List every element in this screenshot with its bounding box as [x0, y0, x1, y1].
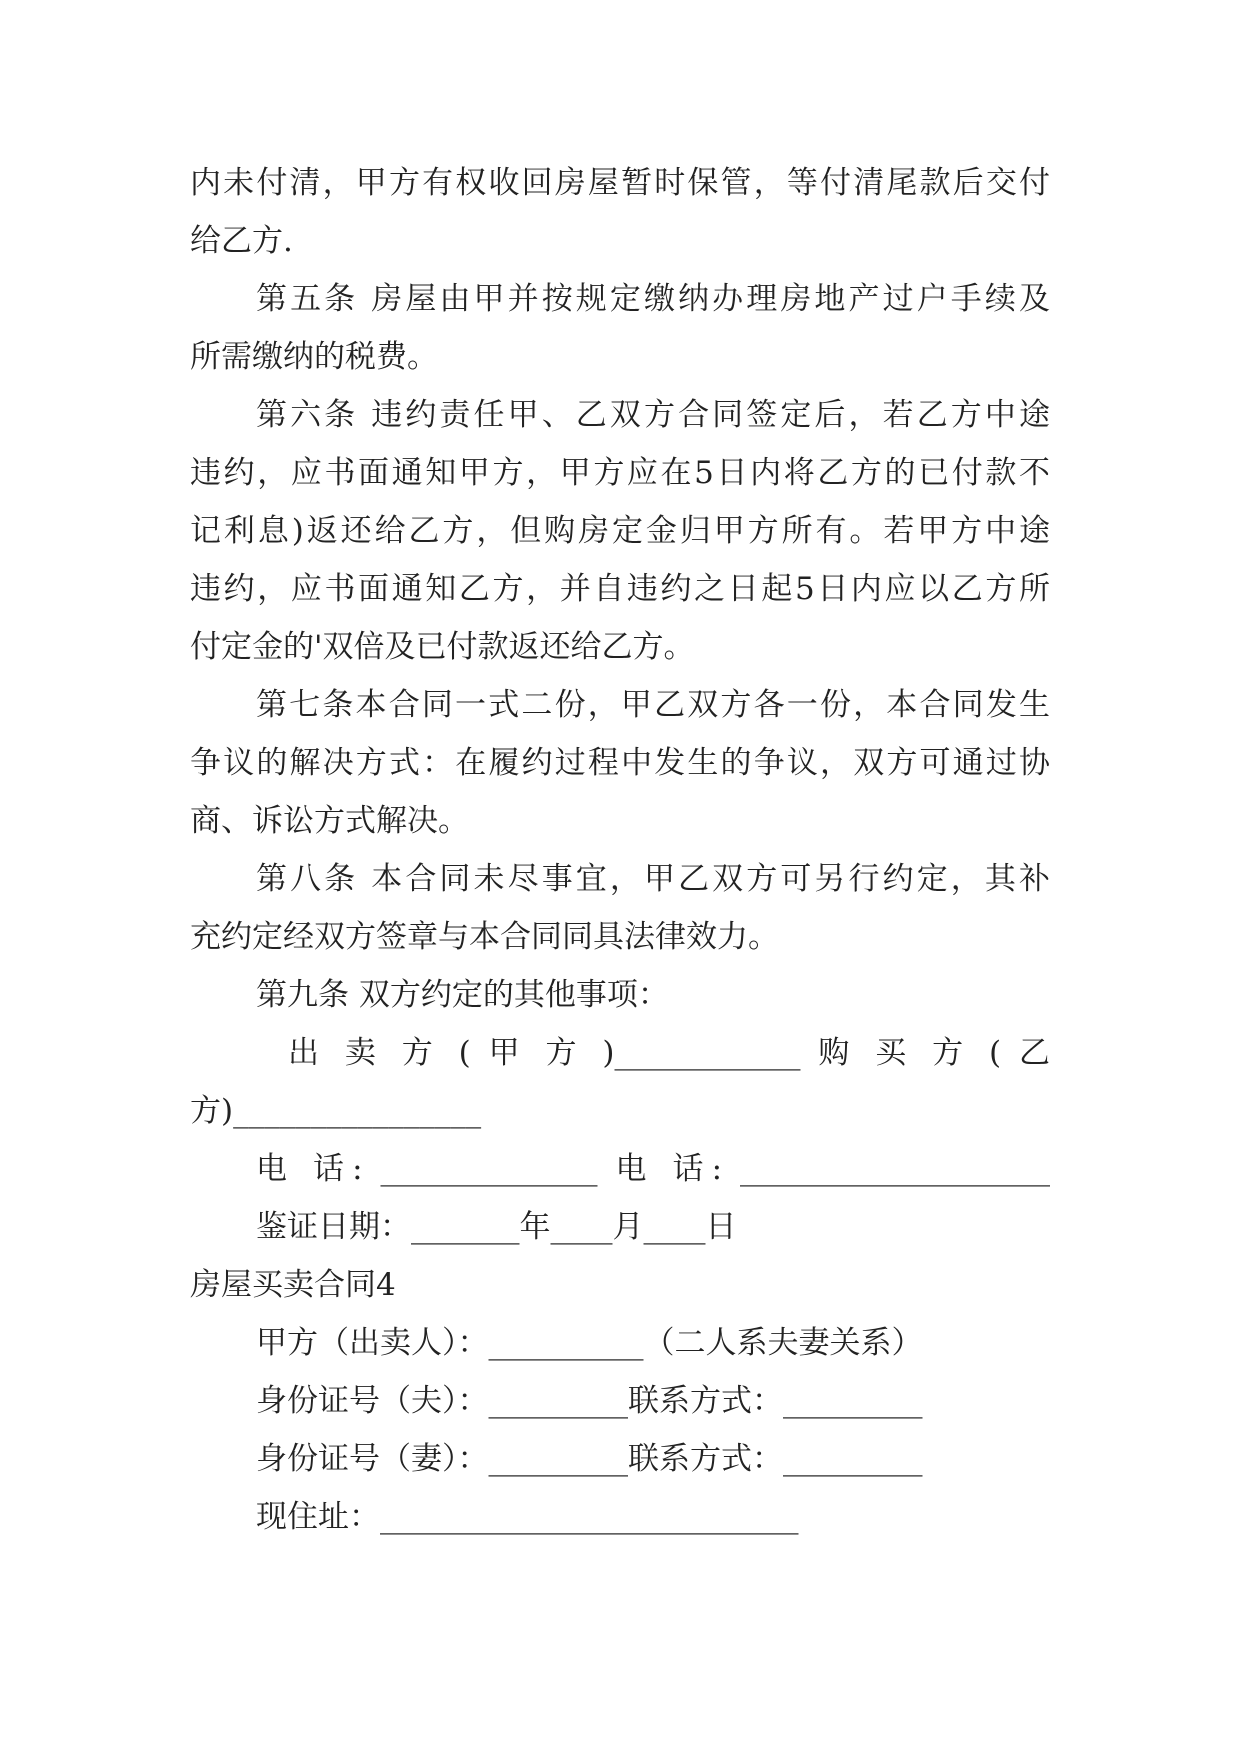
- text-line: 第九条 双方约定的其他事项：: [256, 977, 669, 1013]
- signature-line: 出 卖 方 ( 甲 方 )____________ 购 买 方 ( 乙: [288, 1035, 1050, 1071]
- text-line: 第五条 房屋由甲并按规定缴纳办理房地产过户手续及: [256, 281, 1050, 317]
- signature-line: 方)________________: [190, 1093, 482, 1129]
- text-line: 违约，应书面通知乙方，并自违约之日起5日内应以乙方所: [190, 571, 1050, 607]
- text-line: 所需缴纳的税费。: [190, 339, 438, 375]
- text-line: 给乙方.: [190, 223, 293, 259]
- text-line: 充约定经双方签章与本合同同具法律效力。: [190, 919, 779, 955]
- text-line: 第七条本合同一式二份，甲乙双方各一份，本合同发生: [256, 687, 1050, 723]
- text-line: 争议的解决方式：在履约过程中发生的争议，双方可通过协: [190, 745, 1050, 781]
- section-title: 房屋买卖合同4: [190, 1267, 396, 1303]
- text-line: 第六条 违约责任甲、乙双方合同签定后，若乙方中途: [256, 397, 1050, 433]
- party-a-line: 甲方（出卖人）：__________（二人系夫妻关系）: [256, 1325, 923, 1361]
- address-line: 现住址：___________________________: [256, 1499, 799, 1535]
- text-line: 内未付清，甲方有权收回房屋暂时保管，等付清尾款后交付: [190, 165, 1050, 201]
- id-wife-line: 身份证号（妻）：_________联系方式：_________: [256, 1441, 923, 1477]
- id-husband-line: 身份证号（夫）：_________联系方式：_________: [256, 1383, 923, 1419]
- text-line: 第八条 本合同未尽事宜，甲乙双方可另行约定，其补: [256, 861, 1050, 897]
- text-line: 付定金的'双倍及已付款返还给乙方。: [190, 629, 695, 665]
- text-line: 违约，应书面通知甲方，甲方应在5日内将乙方的已付款不: [190, 455, 1050, 491]
- text-line: 商、诉讼方式解决。: [190, 803, 469, 839]
- text-line: 记利息)返还给乙方，但购房定金归甲方所有。若甲方中途: [190, 513, 1050, 549]
- date-line: 鉴证日期：_______年____月____日: [256, 1209, 737, 1245]
- phone-line: 电 话: ______________ 电 话: ____________________: [256, 1151, 1050, 1187]
